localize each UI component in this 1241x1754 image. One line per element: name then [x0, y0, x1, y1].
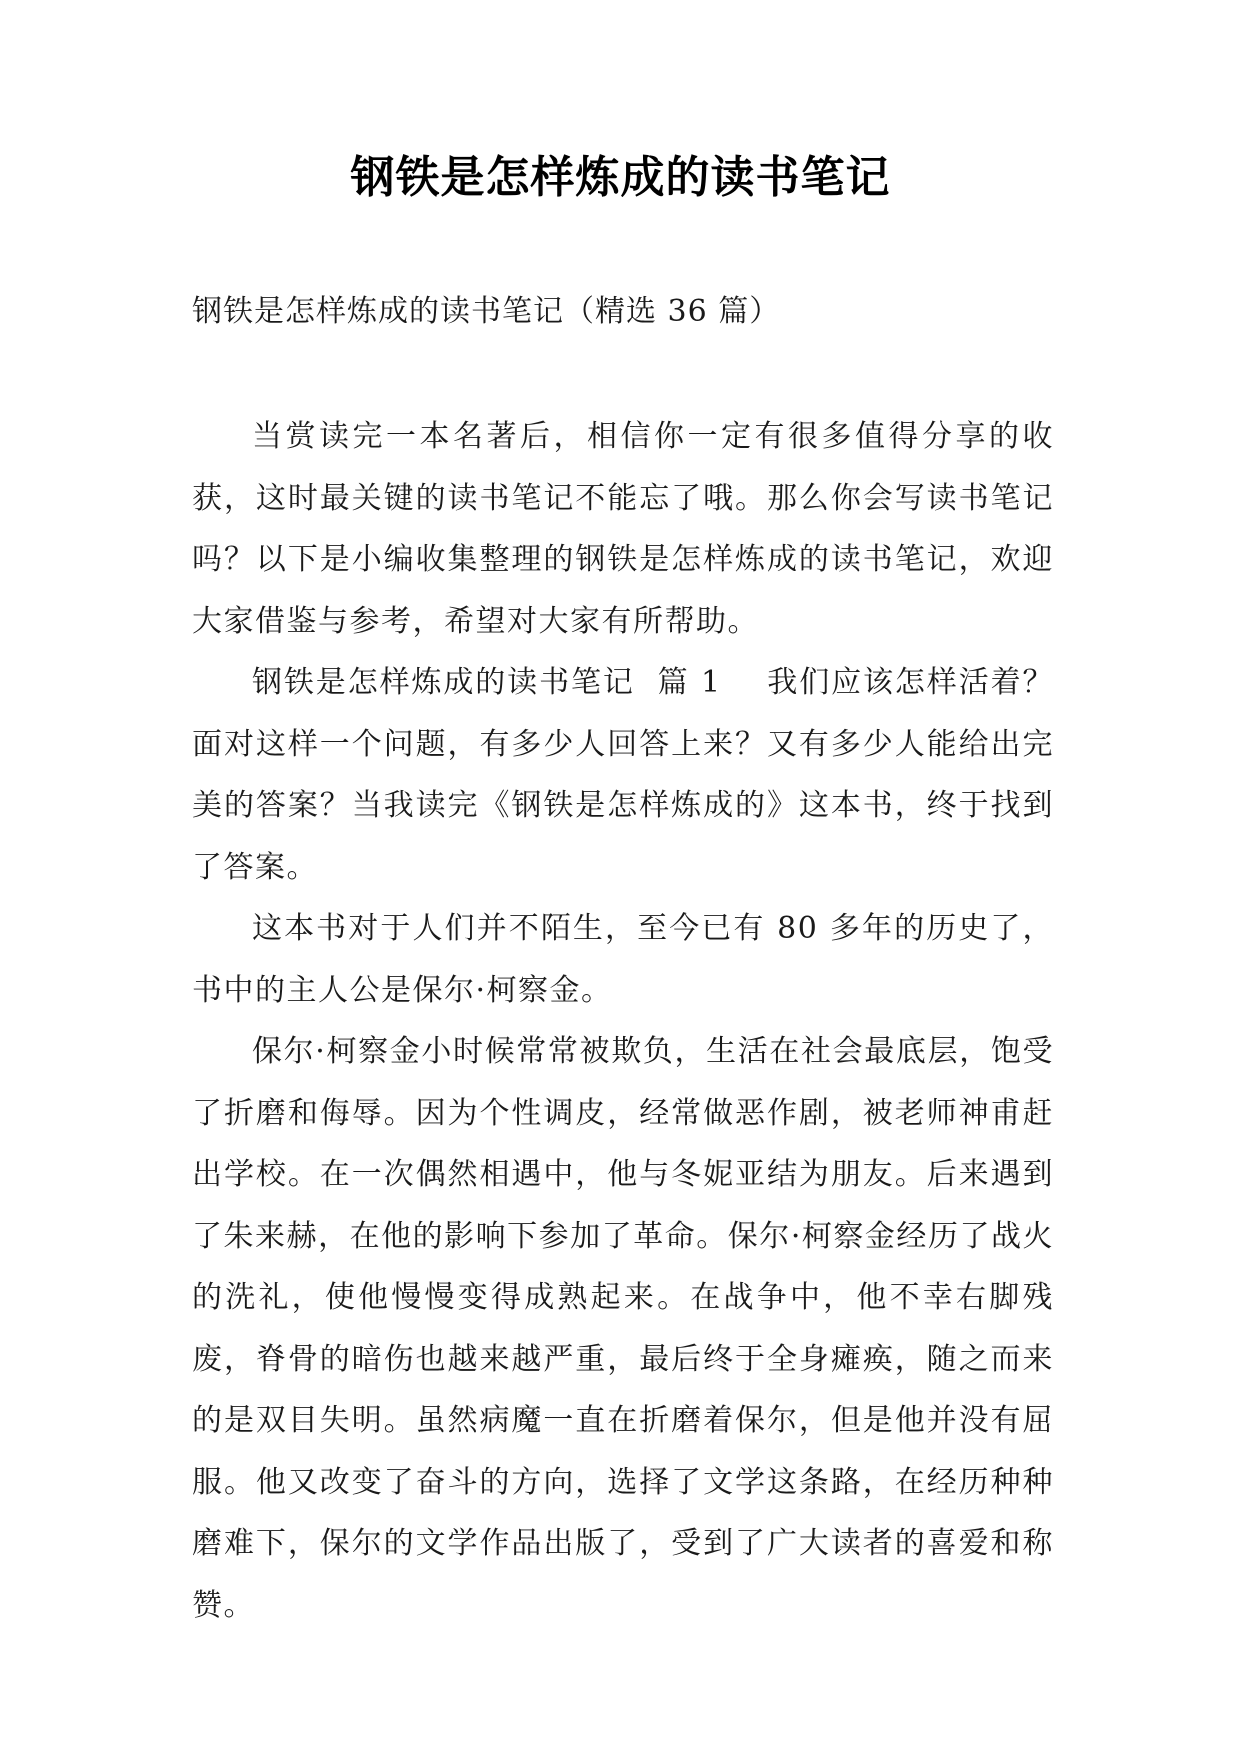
- paragraph-chapter-1: 钢铁是怎样炼成的读书笔记 篇 1 我们应该怎样活着？面对这样一个问题，有多少人回答上来？又有多少人能给出完美的答案？当我读完《钢铁是怎样炼成的》这本书，终于找到了答案。: [192, 665, 1054, 885]
- paragraph-book-intro: 这本书对于人们并不陌生，至今已有 80 多年的历史了，书中的主人公是保尔·柯察金。: [192, 911, 1054, 1008]
- document-body: [192, 406, 1054, 1636]
- document-subtitle: 钢铁是怎样炼成的读书笔记（精选 36 篇）: [192, 294, 781, 329]
- document-title: 钢铁是怎样炼成的读书笔记: [350, 152, 891, 203]
- paragraph-intro: 当赏读完一本名著后，相信你一定有很多值得分享的收获，这时最关键的读书笔记不能忘了哦。那么你会写读书笔记吗？以下是小编收集整理的钢铁是怎样炼成的读书笔记，欢迎大家借鉴与参考，希望对大家有所帮助。: [192, 419, 1054, 639]
- paragraph-story: 保尔·柯察金小时候常常被欺负，生活在社会最底层，饱受了折磨和侮辱。因为个性调皮，经常做恶作剧，被老师神甫赶出学校。在一次偶然相遇中，他与冬妮亚结为朋友。后来遇到了朱来赫，在他的影响下参加了革命。保尔·柯察金经历了战火的洗礼，使他慢慢变得成熟起来。在战争中，他不幸右脚残废，脊骨的暗伤也越来越严重，最后终于全身瘫痪，随之而来的是双目失明。虽然病魔一直在折磨着保尔，但是他并没有屈服。他又改变了奋斗的方向，选择了文学这条路，在经历种种磨难下，保尔的文学作品出版了，受到了广大读者的喜爱和称赞。: [192, 1034, 1054, 1623]
